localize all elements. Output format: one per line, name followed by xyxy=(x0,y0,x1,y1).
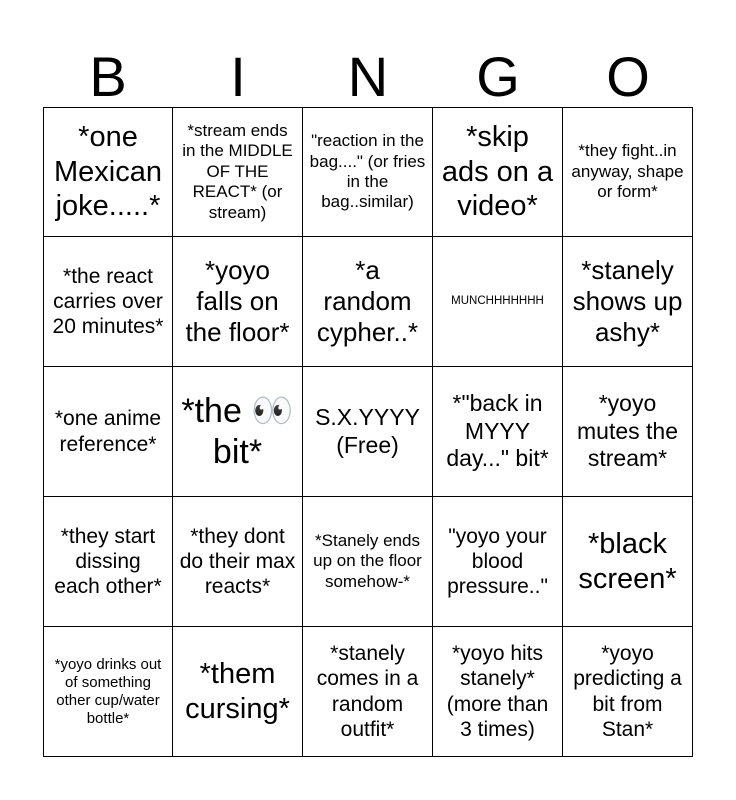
bingo-cell[interactable]: *Stanely ends up on the floor somehow-* xyxy=(303,497,433,627)
header-letter-i: I xyxy=(230,45,246,108)
bingo-cell[interactable]: *they fight..in anyway, shape or form* xyxy=(563,107,693,237)
bingo-cell[interactable]: MUNCHHHHHHH xyxy=(433,237,563,367)
bingo-cell[interactable]: *yoyo predicting a bit from Stan* xyxy=(563,627,693,757)
bingo-cell[interactable]: *one anime reference* xyxy=(43,367,173,497)
free-space-cell[interactable]: S.X.YYYY (Free) xyxy=(303,367,433,497)
bingo-cell[interactable]: *they dont do their max reacts* xyxy=(173,497,303,627)
header-letter-n: N xyxy=(347,45,389,108)
header-letter-o: O xyxy=(606,45,650,108)
bingo-cell[interactable]: *skip ads on a video* xyxy=(433,107,563,237)
bingo-cell[interactable]: *yoyo mutes the stream* xyxy=(563,367,693,497)
bingo-cell[interactable]: *them cursing* xyxy=(173,627,303,757)
header-letter-b: B xyxy=(89,45,127,108)
bingo-cell[interactable]: "reaction in the bag...." (or fries in the bag..similar) xyxy=(303,107,433,237)
bingo-cell[interactable]: *stanely comes in a random outfit* xyxy=(303,627,433,757)
bingo-cell[interactable]: *yoyo falls on the floor* xyxy=(173,237,303,367)
bingo-cell[interactable]: *stream ends in the MIDDLE OF THE REACT* (or stream) xyxy=(173,107,303,237)
bingo-cell[interactable]: *a random cypher..* xyxy=(303,237,433,367)
header-letter-g: G xyxy=(476,45,520,108)
bingo-cell[interactable]: *they start dissing each other* xyxy=(43,497,173,627)
bingo-cell[interactable]: *"back in MYYY day..." bit* xyxy=(433,367,563,497)
bingo-cell[interactable]: *yoyo drinks out of something other cup/water bottle* xyxy=(43,627,173,757)
bingo-cell[interactable]: *the 👀 bit* xyxy=(173,367,303,497)
bingo-cell[interactable]: *stanely shows up ashy* xyxy=(563,237,693,367)
bingo-cell[interactable]: *the react carries over 20 minutes* xyxy=(43,237,173,367)
bingo-cell[interactable]: *black screen* xyxy=(563,497,693,627)
bingo-header xyxy=(43,40,693,108)
bingo-cell[interactable]: "yoyo your blood pressure.." xyxy=(433,497,563,627)
bingo-board xyxy=(43,107,693,757)
bingo-cell[interactable]: *yoyo hits stanely* (more than 3 times) xyxy=(433,627,563,757)
bingo-cell[interactable]: *one Mexican joke.....* xyxy=(43,107,173,237)
